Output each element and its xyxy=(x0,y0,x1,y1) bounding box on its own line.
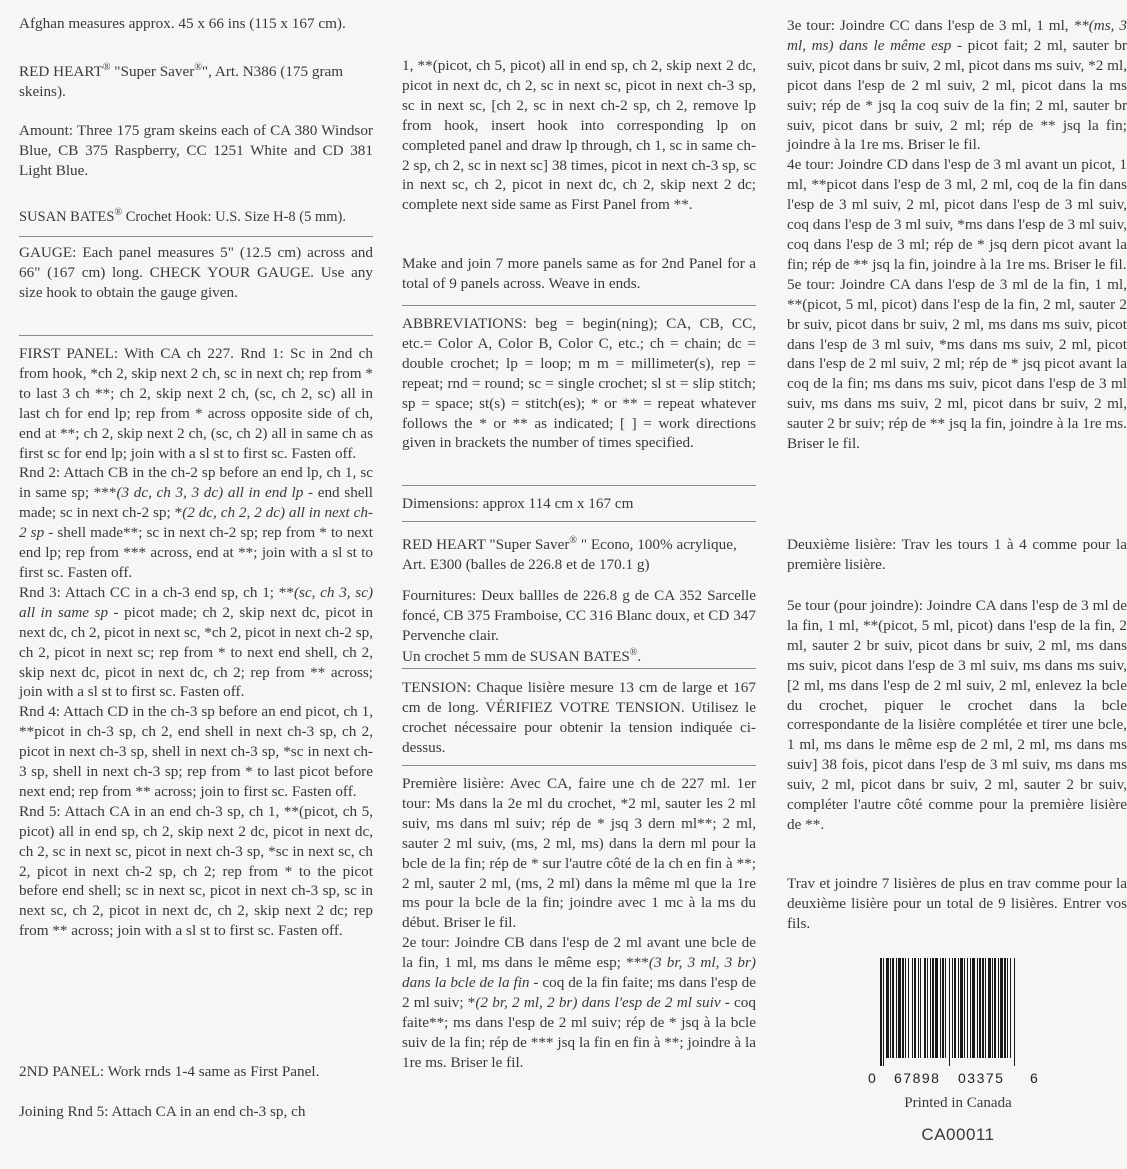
barcode-bar xyxy=(994,958,996,1058)
tour5-joining-text: 5e tour (pour joindre): Joindre CA dans l'esp de 3 ml de la fin, 1 ml, **(picot, 5 ml, picot) dans l'esp de la fin, 2 ml, sauter 2 br suiv, picot dans br suiv, 2 ml, ms dans ms suiv, picot dans l'esp de 3 ml suiv, ms dans ms suiv, [2 ml, ms dans l'esp de 2 ml suiv, 2 ml, enlevez la bcle du crochet, piquer le crochet dans la bcle correspondante de la lisière complétée et tirer une bcle, 1 ml, ms dans le même esp de 2 ml, 2 ml, ms dans ms suiv] 38 fois, picot dans l'esp de 3 ml suiv, ms dans ms suiv, 2 ml, picot dans br suiv, 2 ml, sauter 2 br suiv, compléter l'autre côté comme pour la première lisière de **. xyxy=(787,597,1127,833)
crochet-spec xyxy=(402,643,756,667)
joining-round-text: Joining Rnd 5: Attach CA in an end ch-3 sp, ch xyxy=(19,1103,306,1120)
divider xyxy=(19,335,373,336)
rnd3-text xyxy=(19,583,373,702)
second-panel-text: 2ND PANEL: Work rnds 1-4 same as First Panel. xyxy=(19,1063,320,1080)
barcode-bar xyxy=(918,958,919,1058)
amount-text: Amount: Three 175 gram skeins each of CA 380 Windsor Blue, CB 375 Raspberry, CC 1251 White and CD 381 Light Blue. xyxy=(19,122,373,179)
barcode-bar xyxy=(927,958,928,1058)
barcode-bar xyxy=(945,958,946,1058)
barcode-bar xyxy=(935,958,938,1058)
barcode-bar xyxy=(940,958,941,1058)
divider xyxy=(402,521,756,522)
yarn-spec xyxy=(19,58,373,102)
tour5-text: 5e tour: Joindre CA dans l'esp de 3 ml de la fin, 1 ml, **(picot, 5 ml, picot) dans l'esp de la fin, 2 ml, sauter 2 br suiv, picot dans br suiv, 2 ml, ms dans ms suiv, picot dans l'esp de 3 ml suiv, *ms dans ms suiv, 2 ml, picot dans l'esp de 2 ml suiv, 2 ml; rép de * jsq picot avant la coq de la fin; ms dans ms suiv, picot dans l'esp de 3 ml suiv, ms dans ms suiv, 2 ml, picot dans br suiv, 2 ml, sauter 2 br suiv; rép de ** jsq la fin, joindre à la 1re ms. Briser le fil. xyxy=(787,275,1127,453)
barcode-bars xyxy=(878,958,1018,1066)
barcode-bar xyxy=(883,958,884,1066)
barcode-bar xyxy=(932,958,934,1058)
french-yarn-spec xyxy=(402,531,756,575)
divider xyxy=(402,765,756,766)
barcode-bar xyxy=(942,958,944,1058)
barcode-bar xyxy=(949,958,950,1066)
barcode-bar xyxy=(892,958,894,1058)
barcode-bar xyxy=(902,958,904,1058)
rnd3-italic: (sc, ch 3, sc) all in same sp xyxy=(19,583,374,621)
barcode-bar xyxy=(958,958,959,1058)
barcode-bar xyxy=(905,958,906,1058)
barcode-tail-digit: 6 xyxy=(1030,1070,1038,1086)
rnd4-text: Rnd 4: Attach CD in the ch-3 sp before an end picot, ch 1, **picot in ch-3 sp, ch 2, end shell in next ch-3 sp, ch 2, picot in next ch-3 sp, shell in next ch-3 sp, *sc in next ch-3 sp, shell in next ch-3 sp; rep from * to last picot before next end; rep from ** across; join to first sc. Fasten off. xyxy=(19,703,373,800)
crochet-registered-mark: ® xyxy=(629,646,638,658)
barcode-bar xyxy=(964,958,965,1058)
divider xyxy=(19,236,373,237)
barcode-bar xyxy=(972,958,975,1058)
registered-mark: ® xyxy=(102,62,111,73)
tour2-part-a: 2e tour: Joindre CB dans l'esp de 2 ml avant une bcle de la fin, 1 ml, ms dans le même esp; *** xyxy=(402,934,756,972)
fr-registered-mark: ® xyxy=(569,535,578,546)
barcode-bar xyxy=(970,958,971,1058)
barcode-right-digits: 03375 xyxy=(958,1070,1005,1086)
barcode-bar xyxy=(898,958,901,1058)
tour3-italic: **(ms, 3 ml, ms) dans le même esp xyxy=(787,17,1127,54)
yarn-article: ", Art. N386 (175 gram skeins). xyxy=(19,63,344,100)
fr-yarn-name: RED HEART "Super Saver xyxy=(402,536,570,554)
rnd2-italic-2: (2 dc, ch 2, 2 dc) all in next ch-2 sp xyxy=(19,504,373,542)
barcode-left-digits: 67898 xyxy=(894,1070,941,1086)
rnd3-part-a: Rnd 3: Attach CC in a ch-3 end sp, ch 1; ** xyxy=(19,583,294,601)
barcode-bar xyxy=(924,958,926,1058)
tour2-text xyxy=(402,933,756,1072)
barcode-bar xyxy=(988,958,991,1058)
rnd5-text: Rnd 5: Attach CA in an end ch-3 sp, ch 1, **(picot, ch 5, picot) all in end sp, ch 2, skip next 2 dc, picot in next dc, ch 2, sc in next sc, picot in next ch-3 sp, *sc in next sc, ch 2, picot in next ch-2 sp, ch 2; rep from * to the picot before end shell; sc in next sc, picot in next ch-3 sp, sc in next sc, ch 2, picot in next dc, ch 2, skip next 2 dc; rep from ** across; join with a sl st to first sc. Fasten off. xyxy=(19,802,373,940)
rnd2-part-a: Rnd 2: Attach CB in the ch-2 sp before an end lp, ch 1, sc in same sp; *** xyxy=(19,464,373,502)
make-panels-text: Make and join 7 more panels same as for 2nd Panel for a total of 9 panels across. Weave in ends. xyxy=(402,255,756,292)
crochet-text: Un crochet 5 mm de SUSAN BATES xyxy=(402,647,630,665)
fr-yarn-article: " Econo, 100% acrylique, Art. E300 (balles de 226.8 et de 170.1 g) xyxy=(402,536,737,573)
barcode-bar xyxy=(930,958,931,1058)
barcode-lead-digit: 0 xyxy=(868,1070,876,1086)
tour2-part-c: - coq faite**; ms dans l'esp de 2 ml suiv; rép de * jsq à la bcle suiv de la fin; rép de *** jsq la fin en fin à **; joindre à la 1re ms. Briser le fil. xyxy=(402,993,756,1071)
barcode-bar xyxy=(908,958,909,1058)
hook-size: Crochet Hook: U.S. Size H-8 (5 mm). xyxy=(122,208,347,225)
barcode-bar xyxy=(977,958,978,1058)
barcode-bar xyxy=(880,958,882,1066)
rnd2-part-b: - end shell made; sc in next ch-2 sp; * xyxy=(19,484,373,522)
barcode-bar xyxy=(985,958,986,1058)
divider xyxy=(402,485,756,486)
rnd2-part-c: - shell made**; sc in next ch-2 sp; rep from * to next end lp; rep from *** across, end at **; join with a sl st to first sc. Fasten off. xyxy=(19,524,373,581)
barcode-bar xyxy=(1004,958,1006,1058)
trav-joindre-text: Trav et joindre 7 lisières de plus en trav comme pour la deuxième lisière pour un total de 9 lisières. Entrer vos fils. xyxy=(787,875,1127,932)
barcode-bar xyxy=(1014,958,1015,1066)
barcode-bar xyxy=(954,958,956,1058)
rnd2-italic-1: (3 dc, ch 3, 3 dc) all in end lp xyxy=(116,484,304,502)
barcode-bar xyxy=(998,958,999,1058)
divider xyxy=(402,305,756,306)
registered-mark-2: ® xyxy=(194,62,202,73)
fournitures-text: Fournitures: Deux ballles de 226.8 g de CA 352 Sarcelle foncé, CB 375 Framboise, CC 316 Blanc doux, et CD 347 Pervenche clair. xyxy=(402,587,756,644)
crochet-period: . xyxy=(637,647,642,665)
barcode-bar xyxy=(920,958,921,1058)
barcode-bar xyxy=(1007,958,1008,1058)
divider xyxy=(402,668,756,669)
barcode-bar xyxy=(952,958,953,1058)
tour4-text: 4e tour: Joindre CD dans l'esp de 3 ml avant un picot, 1 ml, **picot dans l'esp de 3 ml, 2 ml, coq de la fin dans l'esp de 3 ml suiv, 2 ml, picot dans l'esp de 3 ml suiv, coq dans l'esp de 3 ml suiv, *ms dans l'esp de 3 ml suiv, coq dans l'esp de 3 ml; rép de * jsq dern picot avant la fin; rép de ** jsq la fin, joindre à la 1re ms. Briser le fil. xyxy=(787,156,1127,273)
hook-brand: SUSAN BATES xyxy=(19,208,115,225)
barcode-bar xyxy=(979,958,981,1058)
tour2-part-b: - coq de la fin faite; ms dans l'esp de 2 ml suiv; * xyxy=(402,974,757,1011)
barcode-bar xyxy=(896,958,897,1058)
barcode-bar xyxy=(967,958,968,1058)
tour3-part-b: - picot fait; 2 ml, sauter br suiv, picot dans br suiv, 2 ml, picot dans ms suiv, *2 ml, picot dans l'esp de 2 ml suiv, 2 ml, picot dans la ms suiv; rép de * jsq la coq suiv de la fin; 2 ml, sauter br suiv, picot dans br suiv, 2 ml; rép de ** jsq la fin; joindre à la 1re ms. Briser le fil. xyxy=(787,36,1127,154)
rnd2-text xyxy=(19,463,373,582)
gauge-text: GAUGE: Each panel measures 5" (12.5 cm) across and 66" (167 cm) long. CHECK YOUR GAUGE. Use any size hook to obtain the gauge given. xyxy=(19,244,373,301)
tension-text: TENSION: Chaque lisière mesure 13 cm de large et 167 cm de long. VÉRIFIEZ VOTRE TENSION. Utilisez le crochet nécessaire pour obtenir la tension indiquée ci-dessus. xyxy=(402,679,756,756)
product-code: CA00011 xyxy=(921,1125,995,1144)
premiere-lisiere-text: Première lisière: Avec CA, faire une ch de 227 ml. 1er tour: Ms dans la 2e ml du crochet, *2 ml, sauter les 2 ml suiv, ms dans ml suiv; rép de * jsq 3 dern ml**; 2 ml, sauter 2 ml suiv, (ms, 2 ml, ms) dans la dern ml pour la bcle de la fin; rép de * sur l'autre côté de la ch en fin à **; 2 ml, sauter 2 ml, (ms, 2 ml) dans la même ml que la 1re ms pour la bcle de la fin; joindre avec 1 mc à la ms du début. Briser le fil. xyxy=(402,775,756,932)
deuxieme-lisiere-text: Deuxième lisière: Trav les tours 1 à 4 comme pour la première lisière. xyxy=(787,536,1127,573)
hook-registered-mark: ® xyxy=(114,207,123,218)
first-panel-text: FIRST PANEL: With CA ch 227. Rnd 1: Sc in 2nd ch from hook, *ch 2, skip next 2 ch, sc in next ch; rep from * to last 3 ch **; ch 2, skip next 2 ch, (sc, ch 2, sc) all in last ch for end lp; rep from * across opposite side of ch, end at **; ch 2, skip next 2 ch, (sc, ch 2) all in same ch as first sc for end lp; join with a sl st to first sc. Fasten off. xyxy=(19,345,373,462)
barcode-bar xyxy=(912,958,913,1058)
barcode-bar xyxy=(1000,958,1003,1058)
abbreviations-text: ABBREVIATIONS: beg = begin(ning); CA, CB, CC, etc.= Color A, Color B, Color C, etc.; ch = chain; dc = double crochet; lp = loop; m m = millimeter(s), rep = repeat; rnd = round; sc = single crochet; sl st = slip stitch; sp = space; st(s) = stitch(es); * or ** = repeat whatever follows the * or ** as indicated; [ ] = work directions given in brackets the number of times specified. xyxy=(402,315,756,452)
tour3-text xyxy=(787,16,1127,155)
printed-in-label: Printed in Canada xyxy=(904,1095,1012,1111)
barcode-bar xyxy=(1010,958,1011,1058)
dimensions-text: Dimensions: approx 114 cm x 167 cm xyxy=(402,495,634,512)
barcode xyxy=(878,958,1018,1066)
joining-continued-text: 1, **(picot, ch 5, picot) all in end sp, ch 2, skip next 2 dc, picot in next dc, ch 2, sc in next sc, picot in next ch-3 sp, sc in next sc, [ch 2, sc in next ch-2 sp, ch 2, remove lp from hook, insert hook into corresponding lp on completed panel and draw lp through, ch 1, sc in same ch-2 sp, ch 2, sc in next sc] 38 times, picot in next ch-3 sp, sc in next sc, ch 2, picot in next dc, ch 2, skip next 2 dc; complete next side same as First Panel from **. xyxy=(402,57,756,214)
tour2-italic-1: (3 br, 3 ml, 3 br) dans la bcle de la fin xyxy=(402,954,756,992)
barcode-bar xyxy=(992,958,993,1058)
barcode-bar xyxy=(886,958,889,1058)
tour2-italic-2: (2 br, 2 ml, 2 br) dans l'esp de 2 ml suiv xyxy=(475,993,721,1011)
tour3-part-a: 3e tour: Joindre CC dans l'esp de 3 ml, 1 ml, xyxy=(787,17,1074,34)
hook-spec xyxy=(19,203,373,228)
barcode-bar xyxy=(890,958,891,1058)
barcode-bar xyxy=(982,958,984,1058)
barcode-bar xyxy=(960,958,963,1058)
afghan-measures: Afghan measures approx. 45 x 66 ins (115 x 167 cm). xyxy=(19,15,346,32)
barcode-bar xyxy=(914,958,916,1058)
yarn-name: "Super Saver xyxy=(110,63,195,81)
yarn-brand: RED HEART xyxy=(19,63,103,81)
rnd3-part-b: - picot made; ch 2, skip next dc, picot in next dc, ch 2, picot in next sc, *ch 2, picot in next ch-2 sp, ch 2, picot in next sc; rep from * to next end shell, ch 2, skip next dc, picot in next dc, ch 2; rep from ** across; join with a sl st to first sc. Fasten off. xyxy=(19,603,373,701)
